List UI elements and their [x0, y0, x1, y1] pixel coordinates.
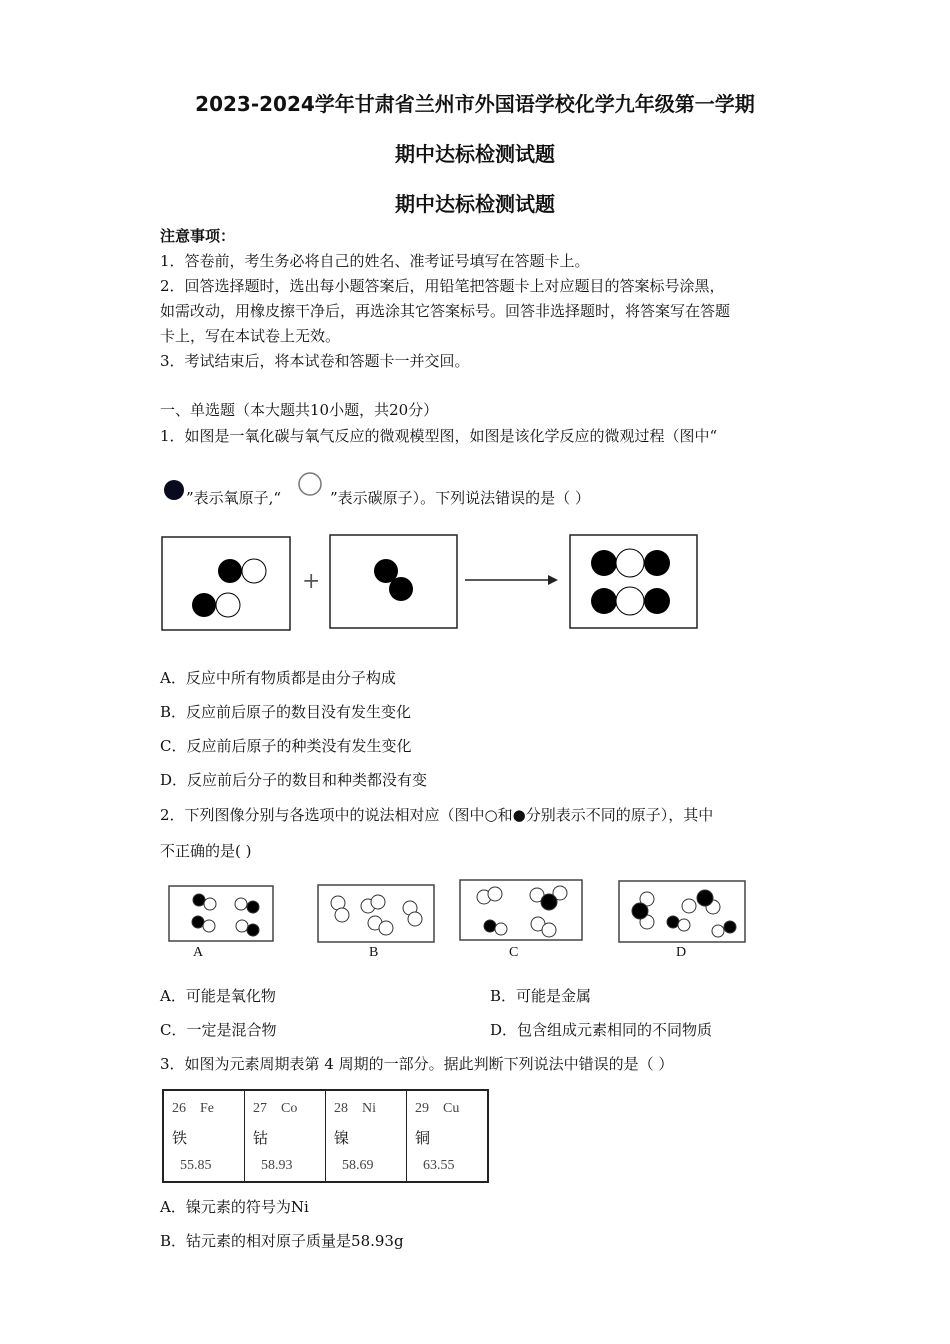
- element-symbol: Ni: [362, 1101, 376, 1116]
- q2-fig-label-c: C: [509, 945, 519, 960]
- q2-fig-label-b: B: [369, 945, 379, 960]
- element-name: 铜: [415, 1131, 431, 1147]
- plus-sign: +: [302, 569, 321, 594]
- atomic-mass: 55.85: [180, 1158, 212, 1173]
- q1-option-d[interactable]: D．反应前后分子的数目和种类都没有变: [160, 771, 428, 789]
- element-name: 铁: [172, 1131, 188, 1147]
- q2-stem-2: 不正确的是( ): [160, 842, 252, 860]
- atomic-mass: 58.93: [261, 1158, 293, 1173]
- note-line: 3．考试结束后，将本试卷和答题卡一并交回。: [160, 352, 470, 370]
- title-line-1: 2023-2024学年甘肃省兰州市外国语学校化学九年级第一学期: [195, 92, 755, 116]
- title-line-3: 期中达标检测试题: [395, 192, 555, 216]
- q2-option-d[interactable]: D．包含组成元素相同的不同物质: [490, 1021, 713, 1039]
- q2-option-a[interactable]: A．可能是氧化物: [160, 987, 276, 1005]
- element-symbol: Cu: [443, 1101, 460, 1116]
- q2-stem-1: 2．下列图像分别与各选项中的说法相对应（图中○和●分别表示不同的原子），其中: [160, 806, 714, 824]
- notes-heading: 注意事项：: [160, 227, 236, 245]
- q2-figures: [160, 876, 760, 951]
- q1-reaction-diagram: [160, 533, 705, 633]
- atomic-number: 28: [334, 1101, 348, 1116]
- note-line: 卡上，写在本试卷上无效。: [160, 327, 341, 345]
- carbon-atom-legend-icon: [296, 470, 326, 500]
- atomic-mass: 58.69: [342, 1158, 374, 1173]
- atomic-number: 26: [172, 1101, 186, 1116]
- note-line: 1．答卷前，考生务必将自己的姓名、准考证号填写在答题卡上。: [160, 252, 590, 270]
- section-heading: 一、单选题（本大题共10小题，共20分）: [160, 401, 439, 419]
- q3-option-a[interactable]: A．镍元素的符号为Ni: [160, 1198, 309, 1216]
- q1-legend-a: ”表示氧原子,“: [186, 489, 282, 507]
- element-cell-ni: [326, 1090, 407, 1182]
- q1-stem: 1．如图是一氧化碳与氧气反应的微观模型图，如图是该化学反应的微观过程（图中“: [160, 427, 718, 445]
- q1-option-b[interactable]: B．反应前后原子的数目没有发生变化: [160, 703, 412, 721]
- q2-option-b[interactable]: B．可能是金属: [490, 987, 592, 1005]
- q2-fig-label-a: A: [193, 945, 204, 960]
- note-line: 2．回答选择题时，选出每小题答案后，用铅笔把答题卡上对应题目的答案标号涂黑，: [160, 277, 725, 295]
- co-molecules: [192, 559, 266, 617]
- element-symbol: Fe: [200, 1101, 214, 1116]
- element-cell-cu: [407, 1090, 489, 1182]
- atomic-number: 29: [415, 1101, 429, 1116]
- q3-option-b[interactable]: B．钴元素的相对原子质量是58.93g: [160, 1232, 404, 1250]
- reaction-arrow: [465, 575, 558, 585]
- q1-option-c[interactable]: C．反应前后原子的种类没有发生变化: [160, 737, 412, 755]
- o2-molecule: [374, 559, 413, 601]
- element-cell-co: [245, 1090, 326, 1182]
- atomic-mass: 63.55: [423, 1158, 455, 1173]
- atomic-number: 27: [253, 1101, 267, 1116]
- q2-fig-label-d: D: [676, 945, 687, 960]
- element-name: 钴: [253, 1131, 269, 1147]
- periodic-table-excerpt: [162, 1089, 489, 1183]
- element-cell-fe: [163, 1090, 245, 1182]
- q1-legend-b: ”表示碳原子）。下列说法错误的是（ ）: [330, 489, 590, 507]
- element-symbol: Co: [281, 1101, 298, 1116]
- title-line-2: 期中达标检测试题: [395, 142, 555, 166]
- q2-option-c[interactable]: C．一定是混合物: [160, 1021, 277, 1039]
- note-line: 如需改动，用橡皮擦干净后，再选涂其它答案标号。回答非选择题时，将答案写在答题: [160, 302, 731, 320]
- element-name: 镍: [334, 1131, 350, 1147]
- co2-molecules: [591, 549, 670, 615]
- q3-stem: 3．如图为元素周期表第 4 周期的一部分。据此判断下列说法中错误的是（ ）: [160, 1055, 674, 1073]
- q1-option-a[interactable]: A．反应中所有物质都是由分子构成: [160, 669, 396, 687]
